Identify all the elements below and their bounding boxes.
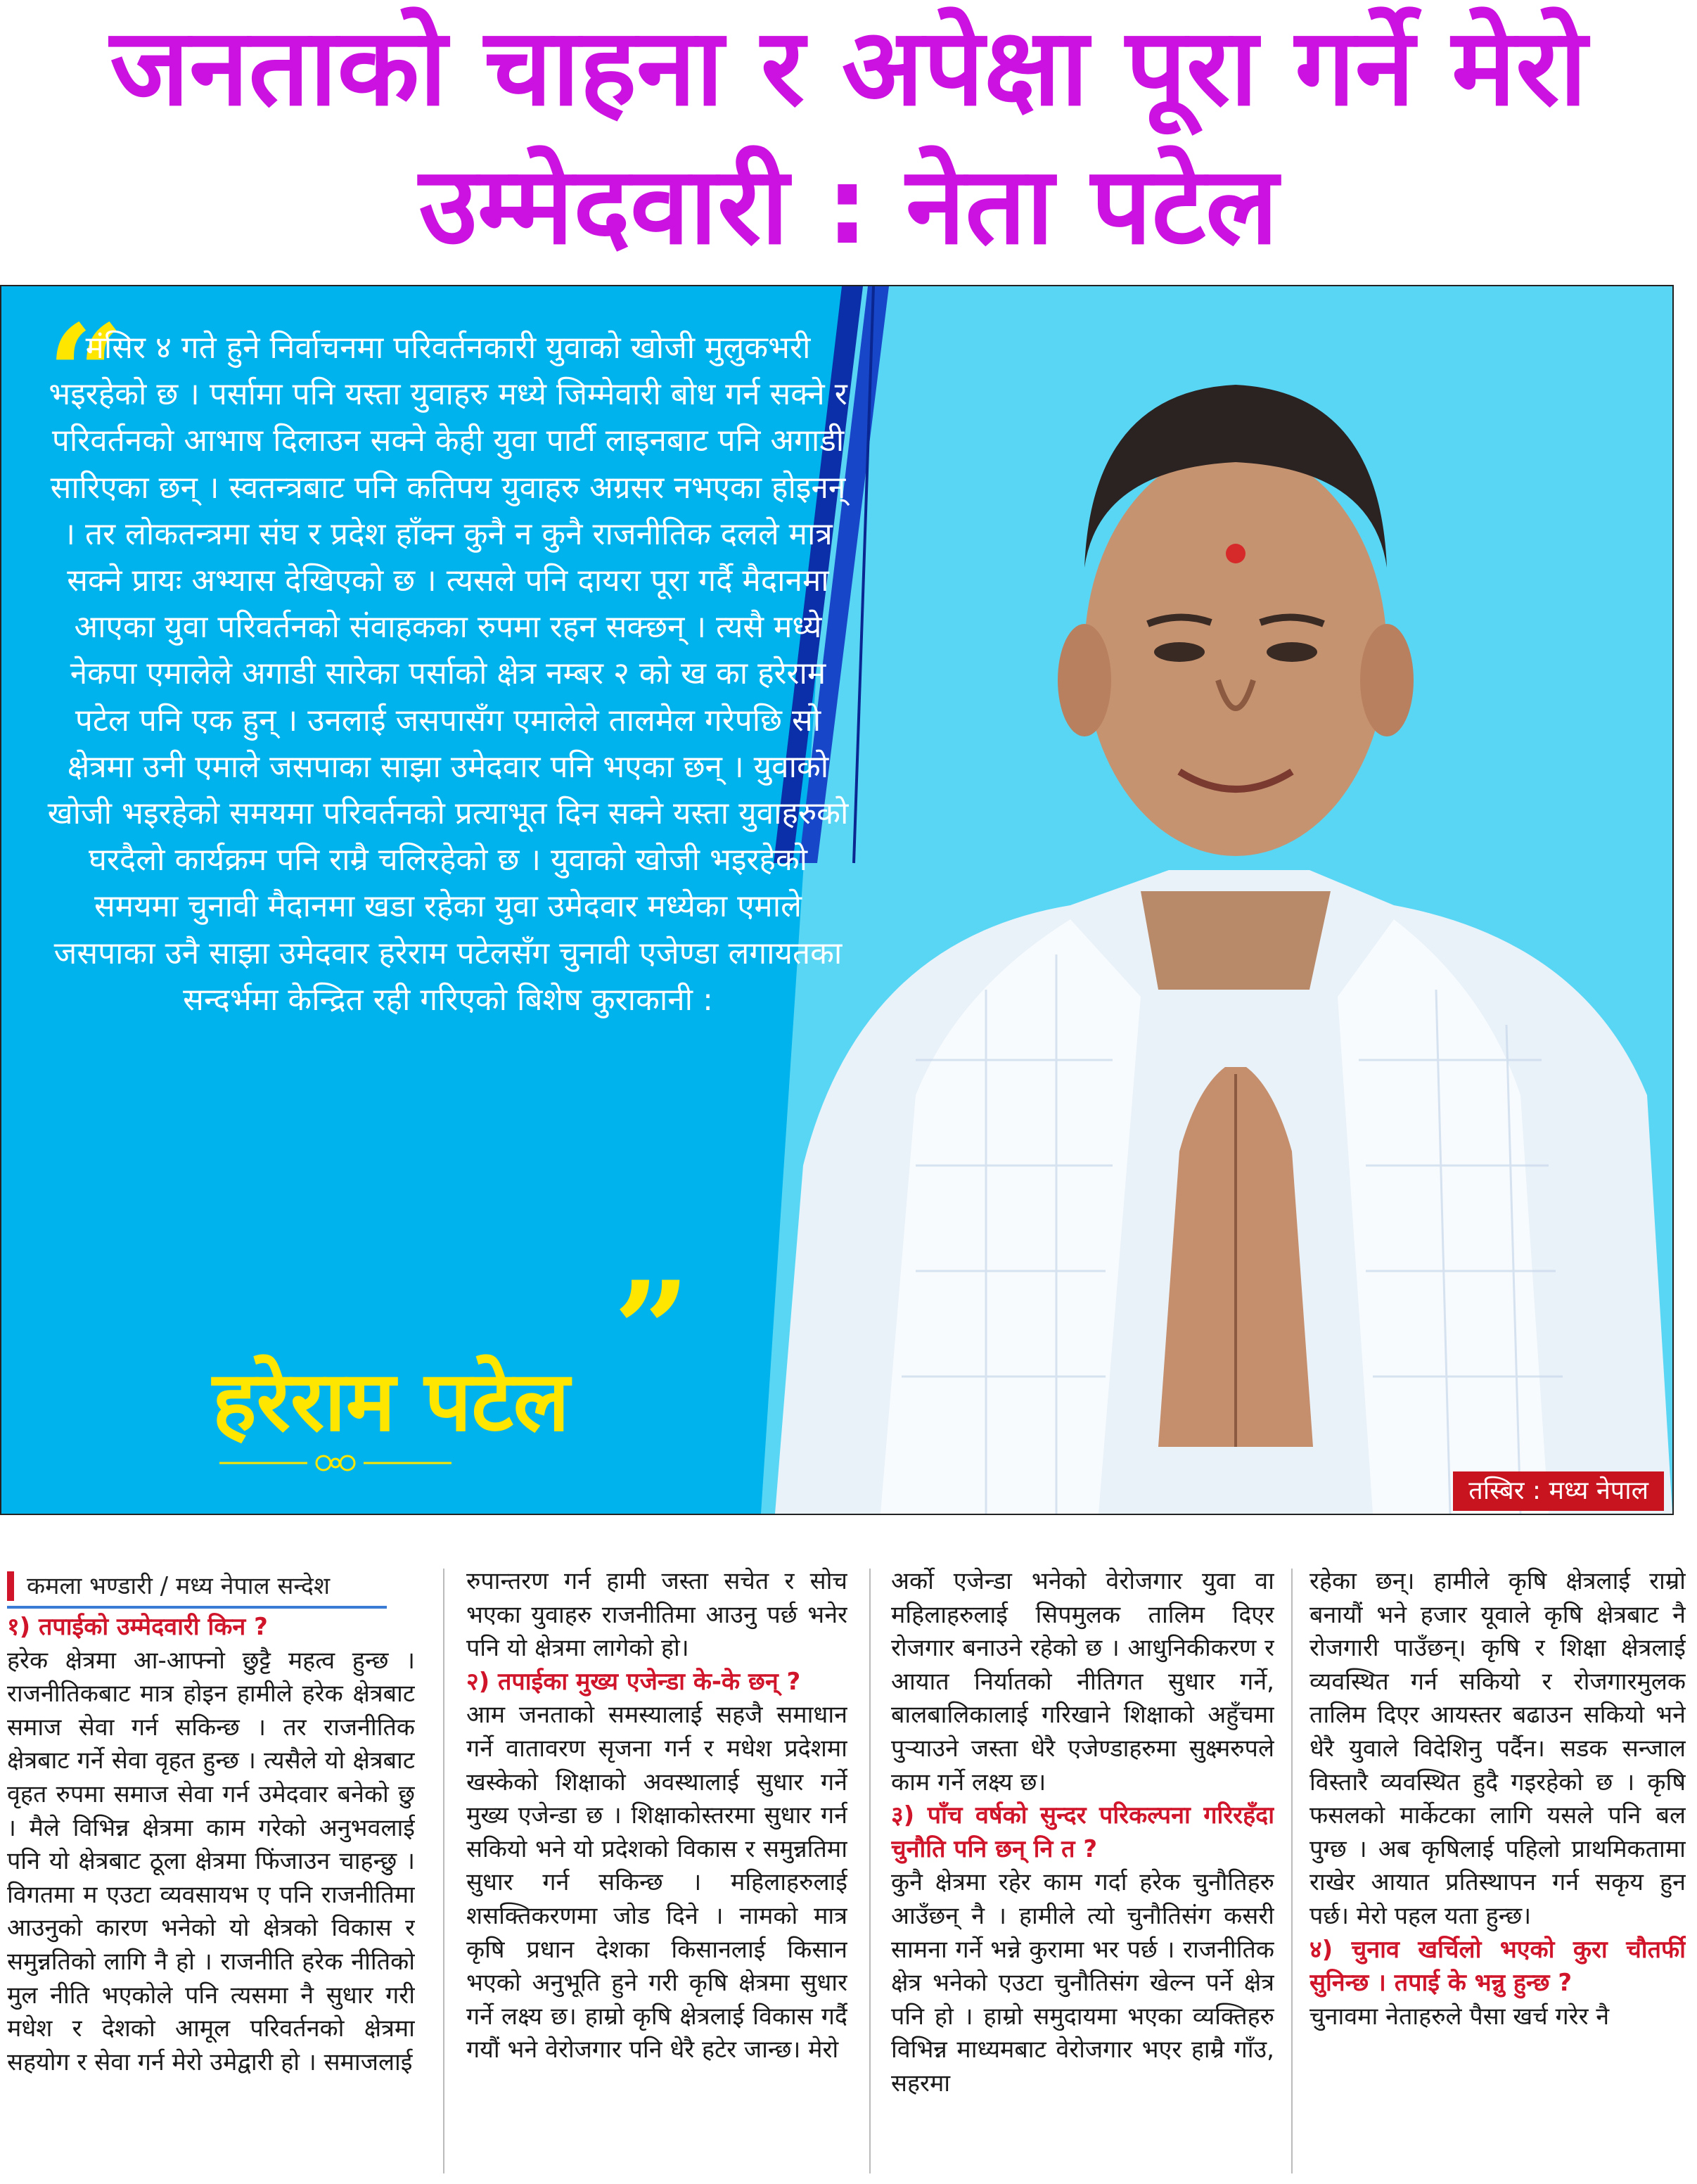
column-divider — [443, 1569, 444, 2173]
answer-2: आम जनताको समस्यालाई सहजै समाधान गर्ने वातावरण सृजना गर्न र मधेश प्रदेशमा खस्केको शिक्षाको अवस्थालाई सुधार गर्ने मुख्य एजेन्डा छ । शिक्षाकोस्तरमा सुधार गर्न सकियो भने यो प्रदेशको विकास र समुन्नतिमा सुधार गर्न सकिन्छ । महिलाहरुलाई शसक्तिकरणमा जोड दिने । नामको मात्र कृषि प्रधान देशका किसानलाई किसान भएको अनुभूति हुने गरी कृषि क्षेत्रमा सुधार गर्ने लक्ष्य छ। हाम्रो कृषि क्षेत्रलाई विकास गर्दै गयौं भने वेरोजगार पनि धेरै हटेर जान्छ। मेरो — [466, 1701, 847, 2064]
article-column-2 — [466, 1565, 847, 2172]
headline-line-1: जनताको चाहना र अपेक्षा पूरा गर्ने मेरो — [110, 5, 1587, 129]
close-quote-icon: ” — [613, 1252, 691, 1409]
photo-caption: तस्बिर : मध्य नेपाल — [1453, 1471, 1664, 1511]
article-column-4 — [1309, 1565, 1686, 2172]
headline — [0, 0, 1697, 274]
question-2: २) तपाईका मुख्य एजेन्डा के-के छन् ? — [466, 1667, 801, 1696]
interviewee-name: हरेराम पटेल — [212, 1353, 570, 1450]
answer-3-continued: रहेका छन्। हामीले कृषि क्षेत्रलाई राम्रो बनायौं भने हजार यूवाले कृषि क्षेत्रबाट नै रोजगारी पाउँछन्। कृषि र शिक्षा क्षेत्रलाई व्यवस्थित गर्न सकियो र रोजगारमुलक तालिम दिएर आयस्तर बढाउन सकियो भने धेरै युवाले विदेशिनु पर्दैन। सडक सन्जाल विस्तारै व्यवस्थित हुदै गइरहेको छ । कृषि फसलको मार्केटका लागि यसले पनि बल पुग्छ । अब कृषिलाई पहिलो प्राथमिकतामा राखेर आयात प्रतिस्थापन गर्न सकृय हुन पर्छ। मेरो पहल यता हुन्छ। — [1309, 1567, 1686, 1930]
hero-panel — [0, 285, 1674, 1515]
byline-marker — [7, 1571, 14, 1601]
column-divider — [1291, 1569, 1293, 2173]
article-column-3 — [891, 1565, 1274, 2172]
article-column-1 — [7, 1611, 415, 2173]
divider-ornament-icon — [219, 1452, 452, 1474]
question-1: १) तपाईको उम्मेदवारी किन ? — [7, 1613, 268, 1641]
answer-3: कुनै क्षेत्रमा रहेर काम गर्दा हरेक चुनौतिहरु आउँछन् नै । हामीले त्यो चुनौतिसंग कसरी सामना गर्ने भन्ने कुरामा भर पर्छ । राजनीतिक क्षेत्र भनेको एउटा चुनौतिसंग खेल्न पर्ने क्षेत्र पनि हो । हाम्रो समुदायमा भएका व्यक्तिहरु विभिन्न माध्यमबाट वेरोजगार भएर हाम्रै गाँउ, सहरमा — [891, 1868, 1274, 2097]
column-divider — [869, 1569, 871, 2173]
byline — [7, 1567, 387, 1609]
open-quote-icon: “ — [47, 295, 124, 452]
answer-2-continued: अर्को एजेन्डा भनेको वेरोजगार युवा वा महिलाहरुलाई सिपमुलक तालिम दिएर रोजगार बनाउने रहेको छ । आधुनिकीकरण र आयात निर्यातको नीतिगत सुधार गर्ने, बालबालिकालाई गरिखाने शिक्षाको अहुँचमा पुऱ्याउने जस्ता धेरै एजेण्डाहरुमा सुक्ष्मरुपले काम गर्ने लक्ष्य छ। — [891, 1567, 1274, 1796]
byline-text: कमला भण्डारी / मध्य नेपाल सन्देश — [27, 1572, 331, 1600]
headline-line-2: उम्मेदवारी : नेता पटेल — [418, 143, 1279, 268]
portrait-photo — [775, 286, 1672, 1514]
answer-4: चुनावमा नेताहरुले पैसा खर्च गरेर नै — [1309, 2002, 1610, 2031]
question-3: ३) पाँच वर्षको सुन्दर परिकल्पना गरिरहँदा चुनौति पनि छन् नि त ? — [891, 1801, 1274, 1863]
intro-paragraph: मंसिर ४ गते हुने निर्वाचनमा परिवर्तनकारी युवाको खोजी मुलुकभरी भइरहेको छ । पर्सामा पनि यस्ता युवाहरु मध्ये जिम्मेवारी बोध गर्न सक्ने र परिवर्तनको आभाष दिलाउन सक्ने केही युवा पार्टी लाइनबाट पनि अगाडी सारिएका छन् । स्वतन्त्रबाट पनि कतिपय युवाहरु अग्रसर नभएका होइनन् । तर लोकतन्त्रमा संघ र प्रदेश हाँक्न कुनै न कुनै राजनीतिक दलले मात्र सक्ने प्रायः अभ्यास देखिएको छ । त्यसले पनि दायरा पूरा गर्दै मैदानमा आएका युवा परिवर्तनको संवाहकका रुपमा रहन सक्छन् । त्यसै मध्ये नेकपा एमालेले अगाडी सारेका पर्साको क्षेत्र नम्बर २ को ख का हरेराम पटेल पनि एक हुन् । उनलाई जसपासँग एमालेले तालमेल गरेपछि सो क्षेत्रमा उनी एमाले जसपाका साझा उमेदवार पनि भएका छन् । युवाको खोजी भइरहेको समयमा परिवर्तनको प्रत्याभूत दिन सक्ने यस्ता युवाहरुको घरदैलो कार्यक्रम पनि राम्रै चलिरहेको छ । युवाको खोजी भइरहेको समयमा चुनावी मैदानमा खडा रहेका युवा उमेदवार मध्येका एमाले जसपाका उनै साझा उमेदवार हरेराम पटेलसँग चुनावी एजेण्डा लगायतका सन्दर्भमा केन्द्रित रही गरिएको बिशेष कुराकानी : — [47, 330, 849, 1018]
question-4: ४) चुनाव खर्चिलो भएको कुरा चौतर्फी सुनिन्छ । तपाई के भन्नु हुन्छ ? — [1309, 1935, 1686, 1998]
answer-1-continued: रुपान्तरण गर्न हामी जस्ता सचेत र सोच भएका युवाहरु राजनीतिमा आउनु पर्छ भनेर पनि यो क्षेत्रमा लागेको हो। — [466, 1567, 847, 1663]
answer-1: हरेक क्षेत्रमा आ-आफ्नो छुट्टै महत्व हुन्छ । राजनीतिकबाट मात्र होइन हामीले हरेक क्षेत्रबाट समाज सेवा गर्न सकिन्छ । तर राजनीतिक क्षेत्रबाट गर्ने सेवा वृहत हुन्छ । त्यसैले यो क्षेत्रबाट वृहत रुपमा समाज सेवा गर्न उमेदवार बनेको छु । मैले विभिन्न क्षेत्रमा काम गरेको अनुभवलाई पनि यो क्षेत्रबाट ठूला क्षेत्रमा फिंजाउन चाहन्छु । विगतमा म एउटा व्यवसायभ ए पनि राजनीतिमा आउनुको कारण भनेको यो क्षेत्रको विकास र समुन्नतिको लागि नै हो । राजनीति हरेक नीतिको मुल नीति भएकोले पनि त्यसमा नै सुधार गरी मधेश र देशको आमूल परिवर्तनको क्षेत्रमा सहयोग र सेवा गर्न मेरो उमेद्वारी हो । समाजलाई — [7, 1646, 415, 2076]
